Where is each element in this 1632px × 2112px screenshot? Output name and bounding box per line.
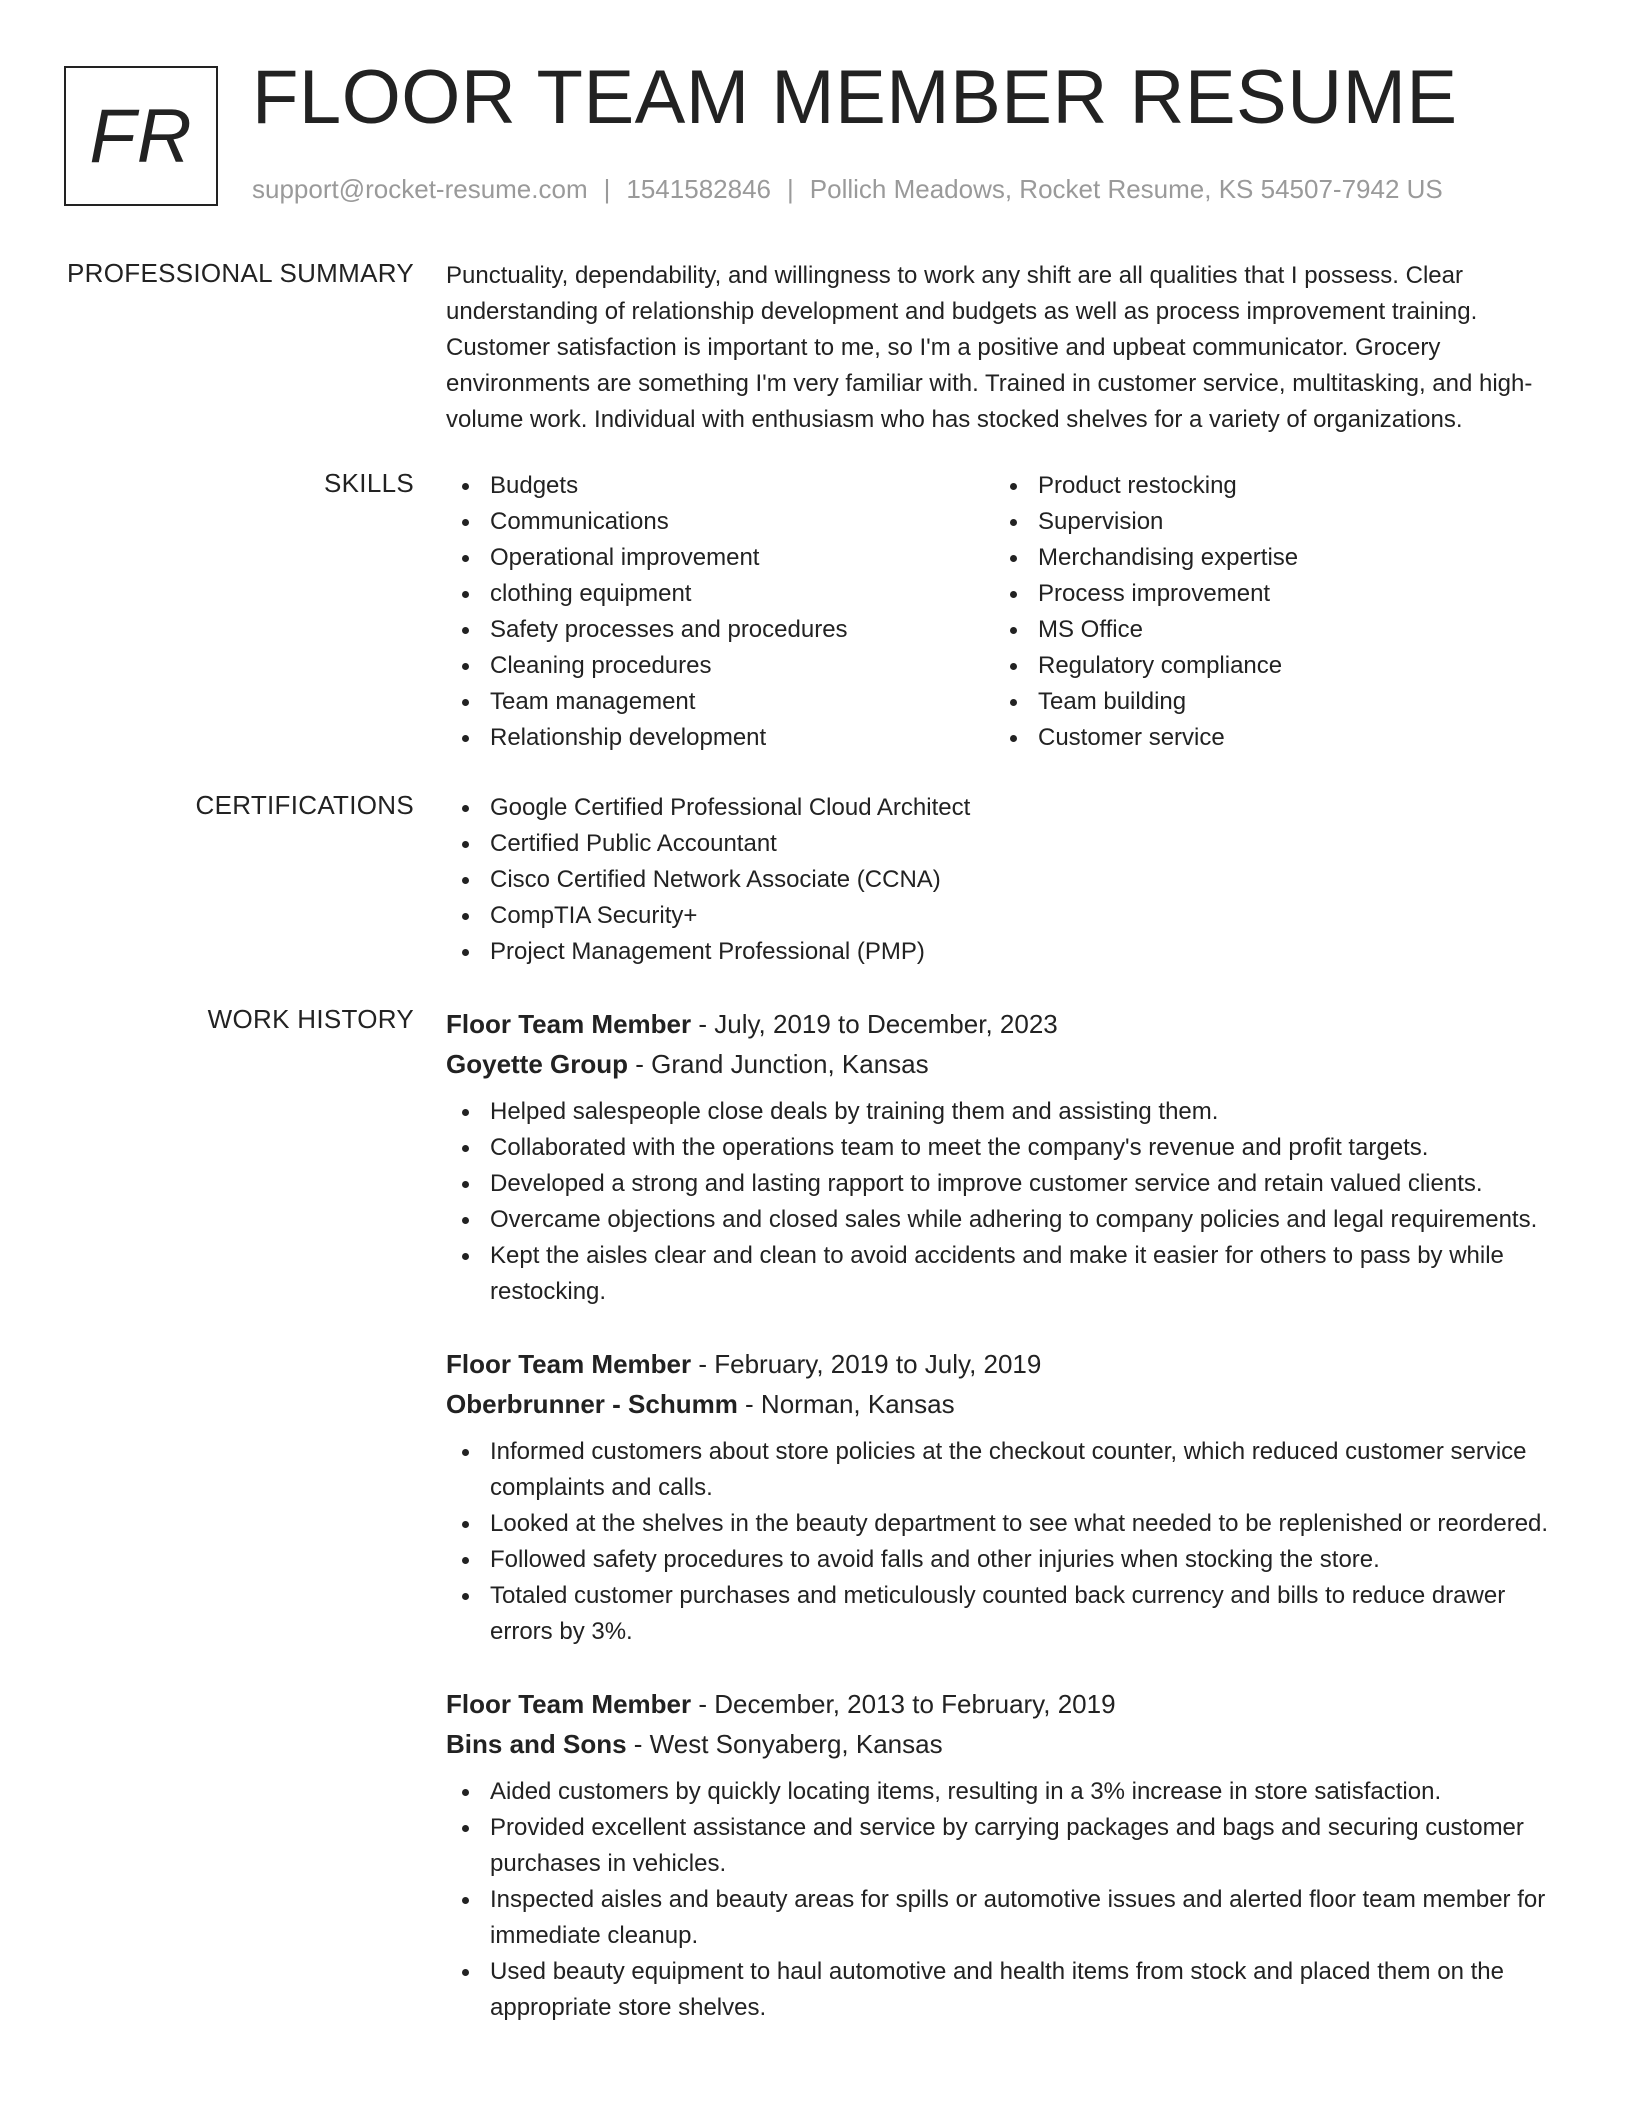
contact-line — [252, 174, 1443, 205]
job-title: Floor Team Member — [446, 1009, 692, 1039]
job-entry — [446, 1004, 1566, 1310]
list-item: Collaborated with the operations team to meet the company's revenue and profit targets. — [446, 1130, 1566, 1166]
certifications-list — [446, 790, 1566, 970]
job-title: Floor Team Member — [446, 1349, 692, 1379]
job-company-line — [446, 1384, 1566, 1424]
list-item: Budgets — [446, 468, 994, 504]
job-title-line — [446, 1004, 1566, 1044]
job-company: Bins and Sons — [446, 1729, 627, 1759]
resume-title: FLOOR TEAM MEMBER RESUME — [252, 55, 1458, 140]
list-item: Operational improvement — [446, 540, 994, 576]
job-bullets — [446, 1434, 1566, 1650]
skills-list-left — [446, 468, 994, 756]
job-entry — [446, 1684, 1566, 2026]
section-label: SKILLS — [324, 468, 414, 498]
section-body — [446, 1004, 1566, 2060]
summary-text: Punctuality, dependability, and willingness to work any shift are all qualities that I possess. Clear understanding of relationship development and budgets as well as process improvement training. Customer satisfaction is important to me, so I'm a positive and upbeat communicator. Grocery environments are something I'm very familiar with. Trained in customer service, multitasking, and high-volume work. Individual with enthusiasm who has stocked shelves for a variety of organizations. — [446, 262, 1533, 433]
list-item: Customer service — [994, 720, 1542, 756]
job-dates: - February, 2019 to July, 2019 — [691, 1349, 1042, 1379]
section-body — [446, 468, 1566, 756]
list-item: Regulatory compliance — [994, 648, 1542, 684]
list-item: clothing equipment — [446, 576, 994, 612]
section-label: WORK HISTORY — [207, 1004, 414, 1034]
contact-email: support@rocket-resume.com — [252, 174, 588, 204]
list-item: Used beauty equipment to haul automotive and health items from stock and placed them on the appropriate store shelves. — [446, 1954, 1566, 2026]
list-item: Merchandising expertise — [994, 540, 1542, 576]
list-item: Totaled customer purchases and meticulously counted back currency and bills to reduce drawer errors by 3%. — [446, 1578, 1566, 1650]
list-item: Helped salespeople close deals by training them and assisting them. — [446, 1094, 1566, 1130]
job-dates: - July, 2019 to December, 2023 — [691, 1009, 1058, 1039]
list-item: Aided customers by quickly locating items, resulting in a 3% increase in store satisfaction. — [446, 1774, 1566, 1810]
job-location: - Grand Junction, Kansas — [628, 1049, 929, 1079]
list-item: Kept the aisles clear and clean to avoid accidents and make it easier for others to pass by while restocking. — [446, 1238, 1566, 1310]
job-entry — [446, 1344, 1566, 1650]
job-title-line — [446, 1344, 1566, 1384]
list-item: Process improvement — [994, 576, 1542, 612]
job-bullets — [446, 1774, 1566, 2026]
list-item: CompTIA Security+ — [446, 898, 1566, 934]
section-label: CERTIFICATIONS — [195, 790, 414, 820]
job-location: - Norman, Kansas — [737, 1389, 955, 1419]
list-item: Team building — [994, 684, 1542, 720]
list-item: Safety processes and procedures — [446, 612, 994, 648]
list-item: Project Management Professional (PMP) — [446, 934, 1566, 970]
list-item: Developed a strong and lasting rapport to improve customer service and retain valued clients. — [446, 1166, 1566, 1202]
contact-phone: 1541582846 — [626, 174, 771, 204]
skills-columns — [446, 468, 1566, 756]
job-company-line — [446, 1724, 1566, 1764]
list-item: Cisco Certified Network Associate (CCNA) — [446, 862, 1566, 898]
list-item: Provided excellent assistance and service by carrying packages and bags and securing customer purchases in vehicles. — [446, 1810, 1566, 1882]
list-item: Product restocking — [994, 468, 1542, 504]
list-item: Followed safety procedures to avoid falls and other injuries when stocking the store. — [446, 1542, 1566, 1578]
job-dates: - December, 2013 to February, 2019 — [691, 1689, 1116, 1719]
list-item: Overcame objections and closed sales while adhering to company policies and legal requirements. — [446, 1202, 1566, 1238]
list-item: Certified Public Accountant — [446, 826, 1566, 862]
section-body — [446, 258, 1566, 438]
contact-address: Pollich Meadows, Rocket Resume, KS 54507-7942 US — [809, 174, 1443, 204]
list-item: Informed customers about store policies at the checkout counter, which reduced customer service complaints and calls. — [446, 1434, 1566, 1506]
list-item: Google Certified Professional Cloud Architect — [446, 790, 1566, 826]
contact-separator: | — [603, 174, 611, 204]
monogram-logo: FR — [64, 66, 218, 206]
list-item: Team management — [446, 684, 994, 720]
list-item: Looked at the shelves in the beauty department to see what needed to be replenished or reordered. — [446, 1506, 1566, 1542]
job-title-line — [446, 1684, 1566, 1724]
list-item: MS Office — [994, 612, 1542, 648]
list-item: Supervision — [994, 504, 1542, 540]
list-item: Relationship development — [446, 720, 994, 756]
section-body — [446, 790, 1566, 970]
skills-list-right — [994, 468, 1542, 756]
section-label: PROFESSIONAL SUMMARY — [67, 258, 414, 288]
list-item: Communications — [446, 504, 994, 540]
job-company: Oberbrunner - Schumm — [446, 1389, 738, 1419]
job-company-line — [446, 1044, 1566, 1084]
list-item: Inspected aisles and beauty areas for spills or automotive issues and alerted floor team member for immediate cleanup. — [446, 1882, 1566, 1954]
contact-separator: | — [787, 174, 794, 204]
job-title: Floor Team Member — [446, 1689, 692, 1719]
job-location: - West Sonyaberg, Kansas — [626, 1729, 943, 1759]
job-bullets — [446, 1094, 1566, 1310]
list-item: Cleaning procedures — [446, 648, 994, 684]
job-company: Goyette Group — [446, 1049, 629, 1079]
